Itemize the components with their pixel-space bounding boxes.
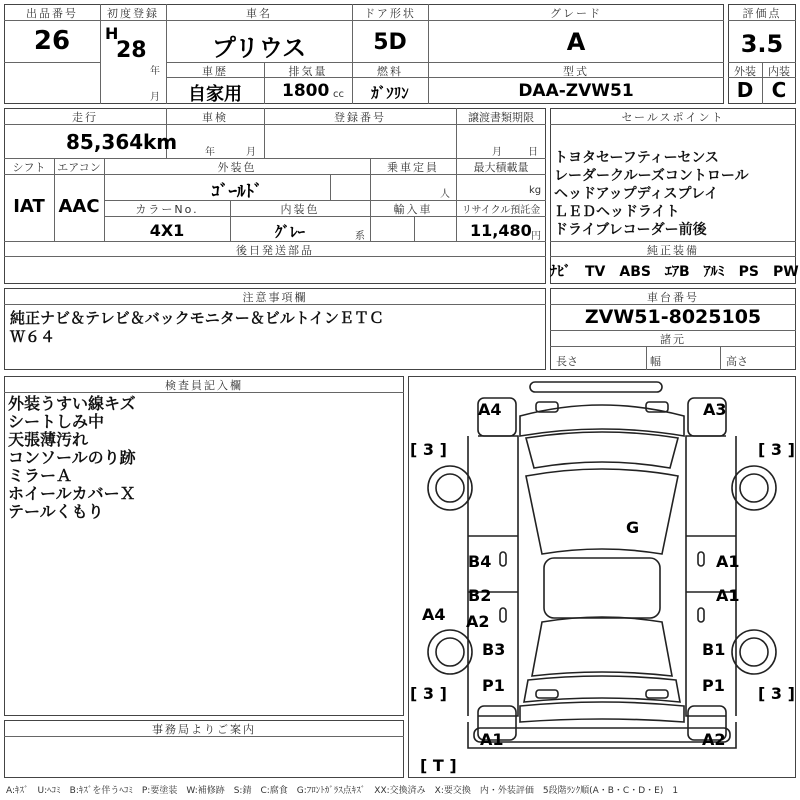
inspector-line-7: テールくもり <box>8 502 104 521</box>
inspector-line-2: シートしみ中 <box>8 412 105 431</box>
interior-label: 内装 <box>768 65 790 78</box>
transfer-day-unit: 日 <box>528 147 538 158</box>
damage-code-b4: B4 <box>468 552 492 571</box>
tire-rating-front-left: [ 3 ] <box>410 440 447 459</box>
model-label: 型式 <box>563 65 589 78</box>
sales-point-1: トヨタセーフティーセンス <box>554 150 719 166</box>
recycle-label: リサイクル預託金 <box>461 205 541 216</box>
width-label: 幅 <box>650 355 661 368</box>
shift-label: シフト <box>12 161 46 174</box>
tire-rating-rear-left: [ 3 ] <box>410 684 447 703</box>
sales-point-3: ヘッドアップディスプレイ <box>554 186 719 202</box>
grade: A <box>566 28 586 56</box>
recycle-unit: 円 <box>531 231 541 242</box>
interior-color-label: 内装色 <box>280 203 320 216</box>
exterior-color: ｺﾞｰﾙﾄﾞ <box>211 182 263 202</box>
model-code: DAA-ZVW51 <box>518 81 634 101</box>
ac-label: エアコン <box>57 161 101 174</box>
load-unit: kg <box>529 185 542 196</box>
office-label: 事務局よりご案内 <box>152 723 256 736</box>
inspector-line-1: 外装うすい線キズ <box>8 394 136 413</box>
car-diagram-drawing <box>408 376 796 778</box>
tire-rating-front-right: [ 3 ] <box>758 440 795 459</box>
car-name: プリウス <box>211 34 307 62</box>
inspector-line-4: コンソールのり跡 <box>8 448 136 467</box>
damage-code-b2: B2 <box>468 586 492 605</box>
lot-label: 出品番号 <box>26 7 78 20</box>
color-number: 4X1 <box>149 221 185 240</box>
damage-code-b3: B3 <box>482 640 506 659</box>
displacement: 1800 <box>282 81 330 101</box>
inspection-year-unit: 年 <box>205 147 215 158</box>
car-name-label: 車名 <box>246 7 272 20</box>
sales-point-2: レーダークルーズコントロール <box>554 168 749 184</box>
damage-code-a1-right-lower: A1 <box>716 586 740 605</box>
capacity-unit: 人 <box>440 189 450 200</box>
ac: AAC <box>58 196 100 217</box>
color-label: 外装色 <box>217 161 257 174</box>
sales-points-label: セールスポイント <box>621 111 725 124</box>
first-reg-label: 初度登録 <box>107 7 159 20</box>
legend: A:ｷｽﾞ U:ﾍｺﾐ B:ｷｽﾞを伴うﾍｺﾐ P:要塗装 W:補修跡 S:錆 C:腐食 G:ﾌﾛﾝﾄｶﾞﾗｽ点ｷｽﾞ XX:交換済み X:要交換 内・外装評価 5段階ﾗﾝｸ順(A・B・C・D・E) 1 <box>6 786 679 796</box>
damage-code-b1: B1 <box>702 640 726 659</box>
transfer-label: 譲渡書類期限 <box>468 111 534 124</box>
damage-code-a2-left: A2 <box>466 612 490 631</box>
sales-point-4: ＬＥＤヘッドライト <box>554 204 680 220</box>
shift: IAT <box>13 196 45 217</box>
score-label: 評価点 <box>742 7 782 20</box>
equipment-list: ﾅﾋﾞ TV ABS ｴｱB ｱﾙﾐ PS PW <box>550 264 799 280</box>
month-unit: 月 <box>150 92 160 103</box>
interior-color: ｸﾞﾚｰ <box>274 223 305 241</box>
exterior-label: 外装 <box>734 65 756 78</box>
interior-score: C <box>771 78 787 102</box>
mileage-unit: km <box>143 130 178 154</box>
sales-point-5: ドライブレコーダー前後 <box>554 222 707 238</box>
damage-code-a1-right-upper: A1 <box>716 552 740 571</box>
interior-color-unit: 系 <box>355 231 365 242</box>
history: 自家用 <box>188 84 242 105</box>
chassis-label: 車台番号 <box>647 291 699 304</box>
equipment-label: 純正装備 <box>647 244 699 257</box>
transfer-month-unit: 月 <box>492 147 502 158</box>
door-type: 5D <box>373 30 407 55</box>
inspector-line-6: ホイールカバーＸ <box>8 484 136 503</box>
era-letter: H <box>105 24 119 43</box>
chassis-number: ZVW51-8025105 <box>584 306 762 328</box>
damage-code-a3-top: A3 <box>703 400 727 419</box>
spec-label: 諸元 <box>660 333 686 346</box>
import-label: 輸入車 <box>393 203 433 216</box>
inspection-month-unit: 月 <box>246 147 256 158</box>
capacity-label: 乗車定員 <box>387 161 439 174</box>
damage-code-a4-top: A4 <box>478 400 502 419</box>
notes-line-2: Ｗ６４ <box>10 328 56 346</box>
damage-code-p1-right: P1 <box>702 676 725 695</box>
displacement-unit: cc <box>333 89 344 100</box>
inspector-label: 検査員記入欄 <box>165 379 243 392</box>
grade-label: グレード <box>550 7 602 20</box>
tire-rating-rear-right: [ 3 ] <box>758 684 795 703</box>
later-parts-label: 後日発送部品 <box>236 244 314 257</box>
score: 3.5 <box>740 30 784 58</box>
inspector-line-5: ミラーＡ <box>8 466 73 485</box>
mileage: 85,364 <box>66 130 144 154</box>
inspection-label: 車検 <box>202 111 228 124</box>
year-unit: 年 <box>150 66 160 77</box>
notes-label: 注意事項欄 <box>242 291 308 304</box>
door-label: ドア形状 <box>364 7 416 20</box>
recycle-deposit: 11,480 <box>470 221 532 240</box>
spare-tire-rating: [ T ] <box>420 756 457 775</box>
displacement-label: 排気量 <box>288 65 328 78</box>
color-no-label: カラーNo. <box>135 203 199 216</box>
load-label: 最大積載量 <box>473 161 529 174</box>
damage-code-a2-bottom: A2 <box>702 730 726 749</box>
fuel-label: 燃料 <box>377 65 403 78</box>
notes-line-1: 純正ナビ＆テレビ＆バックモニター＆ビルトインＥＴＣ <box>10 309 384 327</box>
mileage-label: 走行 <box>72 111 98 124</box>
exterior-score: D <box>736 78 754 102</box>
fuel: ｶﾞｿﾘﾝ <box>371 84 409 102</box>
damage-code-a4-left: A4 <box>422 605 446 624</box>
reg-year: 28 <box>116 38 147 63</box>
reg-no-label: 登録番号 <box>334 111 386 124</box>
damage-code-a1-bottom: A1 <box>480 730 504 749</box>
lot-number: 26 <box>33 26 71 56</box>
damage-code-g: G <box>626 518 640 537</box>
damage-code-p1-left: P1 <box>482 676 505 695</box>
length-label: 長さ <box>556 355 578 368</box>
height-label: 高さ <box>726 355 748 368</box>
history-label: 車歴 <box>202 65 228 78</box>
inspector-line-3: 天張薄汚れ <box>8 430 89 449</box>
